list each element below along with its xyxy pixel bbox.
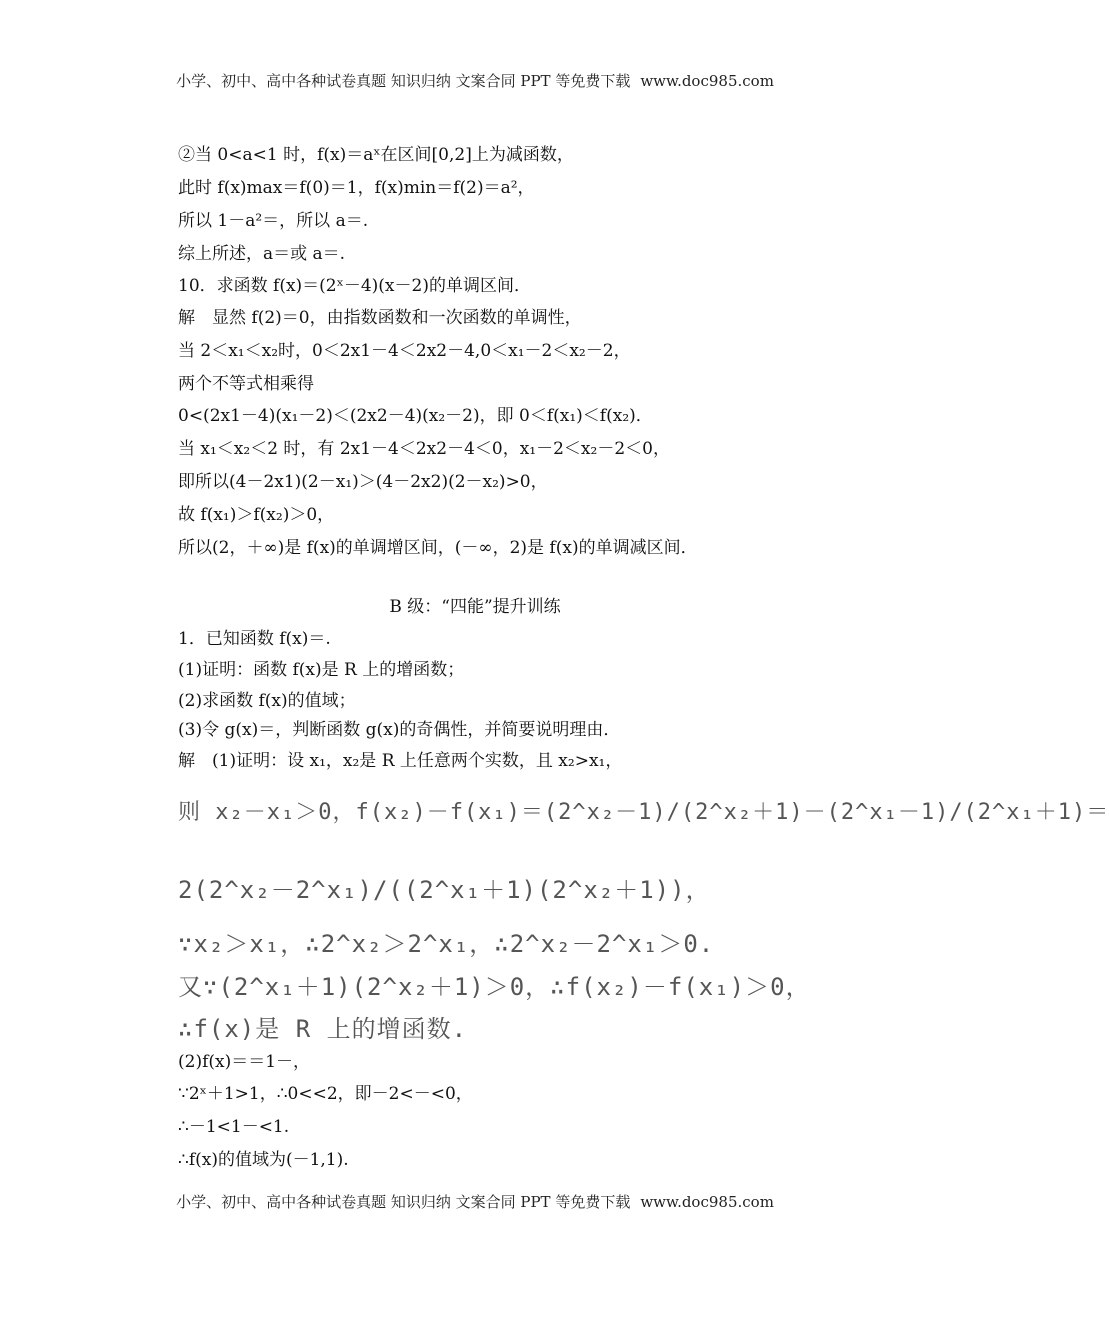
math-line: 则 x₂－x₁＞0，f(x₂)－f(x₁)＝(2^x₂－1)/(2^x₂＋1)－(2^x₁－1)/(2^x₁＋1)＝ xyxy=(178,800,1109,825)
text-line: 故 f(x₁)＞f(x₂)＞0， xyxy=(178,505,335,525)
page-footer xyxy=(0,1191,950,1212)
header-text: 小学、初中、高中各种试卷真题 知识归纳 文案合同 PPT 等免费下载 xyxy=(176,72,631,90)
text-line: 1．已知函数 f(x)＝. xyxy=(178,629,331,649)
text-line: 当 2＜x₁＜x₂时，0＜2x1－4＜2x2－4,0＜x₁－2＜x₂－2， xyxy=(178,341,631,361)
text-line: ∴f(x)的值域为(－1,1). xyxy=(178,1150,349,1170)
text-line: ∵2ˣ＋1>1，∴0<<2，即－2<－<0， xyxy=(178,1084,473,1104)
footer-url: www.doc985.com xyxy=(640,1193,774,1211)
section-title: B 级：“四能”提升训练 xyxy=(389,597,561,617)
text-line: 此时 f(x)max＝f(0)＝1，f(x)min＝f(2)＝a²， xyxy=(178,178,535,198)
text-line: (1)证明：函数 f(x)是 R 上的增函数； xyxy=(178,660,465,680)
text-line: ∴－1<1－<1. xyxy=(178,1117,290,1137)
text-line: (3)令 g(x)＝，判断函数 g(x)的奇偶性，并简要说明理由． xyxy=(178,720,621,740)
text-line: ②当 0<a<1 时，f(x)＝aˣ在区间[0,2]上为减函数， xyxy=(178,145,574,165)
text-line: 即所以(4－2x1)(2－x₁)＞(4－2x2)(2－x₂)>0， xyxy=(178,472,548,492)
text-line: 解 显然 f(2)＝0，由指数函数和一次函数的单调性， xyxy=(178,308,582,328)
text-line: 当 x₁＜x₂＜2 时，有 2x1－4＜2x2－4＜0，x₁－2＜x₂－2＜0， xyxy=(178,439,670,459)
text-line: 两个不等式相乘得 xyxy=(178,374,314,394)
header-url: www.doc985.com xyxy=(640,72,774,90)
text-line: 所以(2，＋∞)是 f(x)的单调增区间，(－∞，2)是 f(x)的单调减区间． xyxy=(178,538,698,558)
math-line: ∵x₂＞x₁，∴2^x₂＞2^x₁，∴2^x₂－2^x₁＞0. xyxy=(178,930,715,958)
math-line: 2(2^x₂－2^x₁)/((2^x₁＋1)(2^x₂＋1))， xyxy=(178,876,711,904)
text-line: (2)求函数 f(x)的值域； xyxy=(178,691,356,711)
text-line: 10．求函数 f(x)＝(2ˣ－4)(x－2)的单调区间． xyxy=(178,276,531,296)
text-line: 0<(2x1－4)(x₁－2)＜(2x2－4)(x₂－2)，即 0＜f(x₁)＜f(x₂)． xyxy=(178,406,653,426)
footer-text: 小学、初中、高中各种试卷真题 知识归纳 文案合同 PPT 等免费下载 xyxy=(176,1193,631,1211)
text-line: 所以 1－a²＝，所以 a＝. xyxy=(178,211,369,231)
text-line: (2)f(x)＝＝1－， xyxy=(178,1052,311,1072)
math-line: ∴f(x)是 R 上的增函数. xyxy=(178,1015,468,1043)
text-line: 综上所述，a＝或 a＝. xyxy=(178,244,346,264)
math-line: 又∵(2^x₁＋1)(2^x₂＋1)＞0，∴f(x₂)－f(x₁)＞0， xyxy=(178,973,811,1001)
text-line: 解 (1)证明：设 x₁，x₂是 R 上任意两个实数，且 x₂>x₁， xyxy=(178,751,623,771)
page-header xyxy=(0,70,950,91)
